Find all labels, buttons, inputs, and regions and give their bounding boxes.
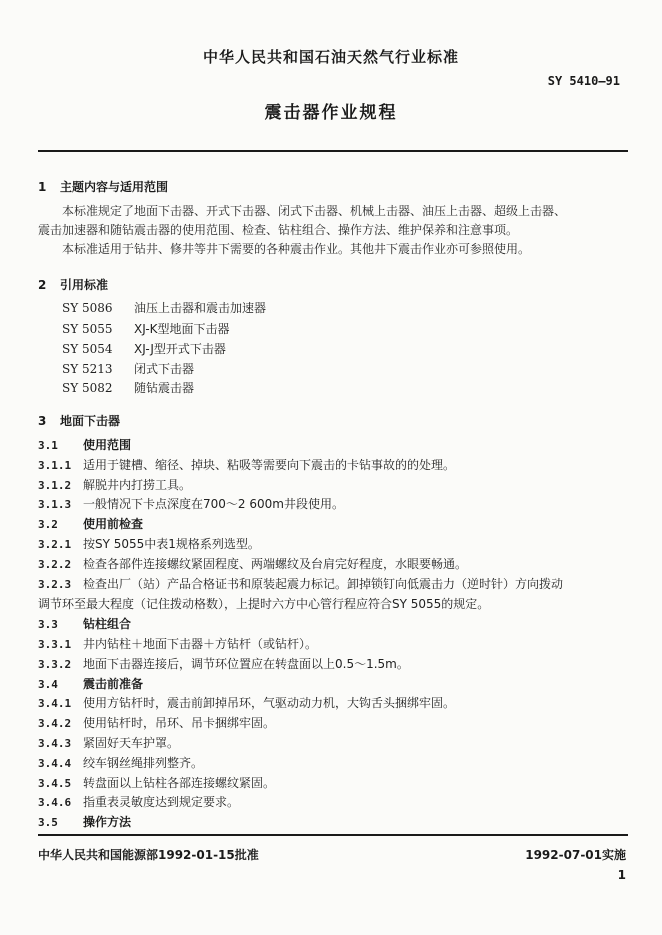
paragraph-line: 本标准规定了地面下击器、开式下击器、闭式下击器、机械上击器、油压上击器、超级上击器、 — [62, 204, 567, 218]
section-heading — [38, 178, 168, 195]
clause-text: 一般情况下卡点深度在700～2 600m井段使用。 — [83, 497, 344, 511]
clause-item — [38, 495, 344, 512]
clause-text: 检查各部件连接螺纹紧固程度、两端螺纹及台肩完好程度，水眼要畅通。 — [83, 557, 468, 571]
clause-number: 3.4.2 — [38, 717, 72, 730]
paragraph-line: 本标准适用于钻井、修井等井下需要的各种震击作业。其他井下震击作业亦可参照使用。 — [62, 242, 531, 256]
clause-item — [38, 754, 203, 771]
clause-text: 使用方钻杆时，震击前卸掉吊环，气驱动动力机，大钩舌头捆绑牢固。 — [83, 696, 456, 710]
reference-code: SY 5082 — [62, 381, 113, 395]
subsection-title: 震击前准备 — [83, 677, 144, 691]
clause-text: 井内钻柱＋地面下击器＋方钻杆（或钻杆）。 — [83, 637, 318, 651]
reference-code: SY 5055 — [62, 322, 113, 336]
reference-code: SY 5054 — [62, 342, 113, 356]
clause-text: 转盘面以上钻柱各部连接螺纹紧固。 — [83, 776, 276, 790]
subsection-title: 钻柱组合 — [83, 617, 132, 631]
section-number: 3 — [38, 414, 47, 428]
section-title: 地面下击器 — [60, 414, 121, 428]
subsection-number: 3.1 — [38, 439, 58, 452]
clause-number: 3.3.2 — [38, 658, 72, 671]
reference-item — [62, 379, 194, 396]
clause-item — [38, 635, 317, 652]
subsection-title: 操作方法 — [83, 815, 132, 829]
subsection-number: 3.5 — [38, 816, 58, 829]
page-number: 1 — [617, 868, 626, 882]
clause-text: 指重表灵敏度达到规定要求。 — [83, 795, 240, 809]
clause-text: 适用于键槽、缩径、掉块、粘吸等需要向下震击的卡钻事故的的处理。 — [83, 458, 456, 472]
reference-name: 油压上击器和震击加速器 — [134, 301, 267, 315]
clause-item — [38, 575, 563, 592]
subsection-heading — [38, 436, 131, 453]
section-heading — [38, 276, 108, 293]
standard-code: SY 5410—91 — [547, 74, 620, 88]
clause-item — [38, 774, 275, 791]
subsection-heading — [38, 515, 143, 532]
reference-name: 随钻震击器 — [134, 381, 195, 395]
clause-number: 3.2.2 — [38, 558, 72, 571]
reference-item — [62, 299, 266, 316]
clause-item — [38, 714, 275, 731]
clause-item — [38, 555, 467, 572]
header-divider — [38, 150, 628, 152]
clause-number: 3.4.6 — [38, 796, 72, 809]
footer-divider — [38, 834, 628, 836]
clause-text: 解脱井内打捞工具。 — [83, 478, 192, 492]
section-title: 引用标准 — [60, 278, 109, 292]
reference-item — [62, 340, 226, 357]
subsection-title: 使用范围 — [83, 438, 132, 452]
clause-text: 按SY 5055中表1规格系列选型。 — [83, 537, 260, 551]
clause-number: 3.1.1 — [38, 459, 72, 472]
clause-item — [38, 535, 260, 552]
subsection-heading — [38, 813, 131, 830]
clause-text: 检查出厂（站）产品合格证书和原装起震力标记。卸掉锁钉向低震击力（逆时针）方向拨动 — [83, 577, 564, 591]
clause-number: 3.2.3 — [38, 578, 72, 591]
standard-category-title: 中华人民共和国石油天然气行业标准 — [202, 48, 459, 66]
subsection-number: 3.2 — [38, 518, 58, 531]
clause-number: 3.2.1 — [38, 538, 72, 551]
clause-number: 3.1.3 — [38, 498, 72, 511]
clause-text: 地面下击器连接后，调节环位置应在转盘面以上0.5～1.5m。 — [83, 657, 409, 671]
section-title: 主题内容与适用范围 — [60, 180, 169, 194]
reference-code: SY 5086 — [62, 301, 113, 315]
effective-date: 1992-07-01实施 — [525, 848, 626, 862]
reference-code: SY 5213 — [62, 362, 113, 376]
reference-item — [62, 360, 194, 377]
subsection-number: 3.3 — [38, 618, 58, 631]
clause-number: 3.4.5 — [38, 777, 72, 790]
subsection-heading — [38, 615, 131, 632]
clause-item — [38, 456, 455, 473]
section-number: 2 — [38, 278, 47, 292]
clause-text: 绞车钢丝绳排列整齐。 — [83, 756, 204, 770]
subsection-number: 3.4 — [38, 678, 58, 691]
clause-item — [38, 734, 179, 751]
reference-item — [62, 320, 230, 337]
subsection-heading — [38, 675, 143, 692]
clause-number: 3.3.1 — [38, 638, 72, 651]
clause-text: 使用钻杆时，吊环、吊卡捆绑牢固。 — [83, 716, 276, 730]
clause-number: 3.4.4 — [38, 757, 72, 770]
clause-number: 3.4.1 — [38, 697, 72, 710]
section-heading — [38, 412, 120, 429]
paragraph-line: 震击加速器和随钻震击器的使用范围、检查、钻柱组合、操作方法、维护保养和注意事项。 — [38, 223, 519, 237]
clause-item — [38, 476, 191, 493]
clause-item — [38, 793, 239, 810]
clause-item — [38, 694, 455, 711]
section-number: 1 — [38, 180, 47, 194]
reference-name: XJ-K型地面下击器 — [134, 322, 230, 336]
approval-statement: 中华人民共和国能源部1992-01-15批准 — [38, 848, 259, 862]
clause-continuation: 调节环至最大程度（记住拨动格数），上提时六方中心管行程应符合SY 5055的规定。 — [38, 597, 490, 611]
clause-text: 紧固好天车护罩。 — [83, 736, 180, 750]
document-title: 震击器作业规程 — [264, 103, 398, 123]
clause-number: 3.4.3 — [38, 737, 72, 750]
clause-item — [38, 655, 409, 672]
reference-name: 闭式下击器 — [134, 362, 195, 376]
clause-number: 3.1.2 — [38, 479, 72, 492]
reference-name: XJ-J型开式下击器 — [134, 342, 226, 356]
subsection-title: 使用前检查 — [83, 517, 144, 531]
